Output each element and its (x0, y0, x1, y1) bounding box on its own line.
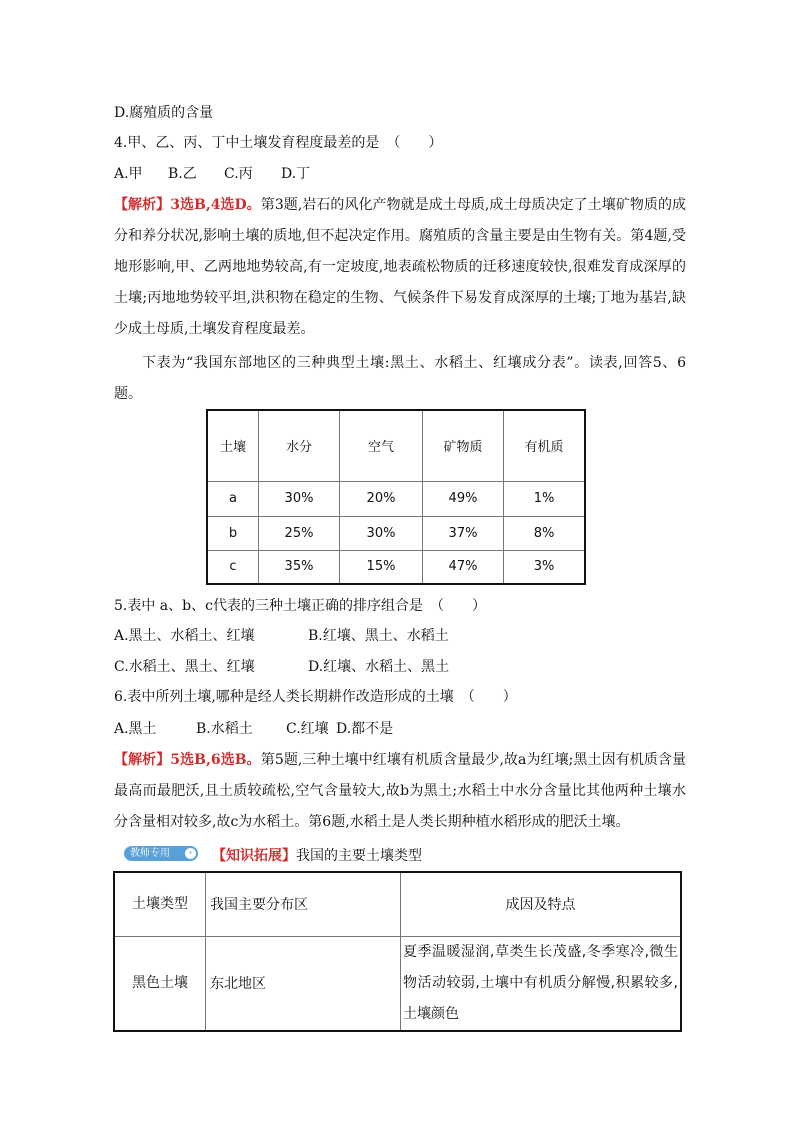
table-cell: c (207, 550, 259, 584)
header-soil: 土壤 (207, 410, 259, 481)
table-cell: 东北地区 (206, 936, 401, 1031)
table-cell: 37% (423, 516, 504, 550)
q4-option-c: C.丙 (224, 166, 253, 182)
q5-option-c: C.水稻土、黑土、红壤 (114, 659, 255, 675)
table-cell: 黑色土壤 (114, 936, 206, 1031)
analysis-2 (114, 745, 686, 838)
analysis-2-tag: 【解析】 (114, 752, 171, 768)
table-cell: a (207, 481, 259, 516)
table-row (207, 481, 585, 516)
q4-option-d: D.丁 (281, 166, 311, 182)
question-6-options (114, 720, 393, 738)
table-cell: b (207, 516, 259, 550)
header-air: 空气 (340, 410, 423, 481)
question-4: 4.甲、乙、丙、丁中土壤发育程度最差的是 （ ） (114, 135, 443, 151)
header-cause: 成因及特点 (401, 872, 682, 936)
header-organic: 有机质 (504, 410, 586, 481)
q6-option-b: B.水稻土 (196, 721, 253, 737)
q5-option-a: A.黑土、水稻土、红壤 (114, 628, 255, 644)
soil-types-table (113, 871, 682, 1032)
q6-option-d: D.都不是 (336, 721, 394, 737)
q4-option-b: B.乙 (168, 166, 197, 182)
table-cell: 20% (340, 481, 423, 516)
q5-option-b: B.红壤、黑土、水稻土 (308, 628, 449, 644)
table-cell: 夏季温暖湿润,草类生长茂盛,冬季寒冷,微生物活动较弱,土壤中有机质分解慢,积累较多,土壤颜色 (401, 936, 682, 1031)
analysis-2-body: 第5题,三种土壤中红壤有机质含量最少,故a为红壤;黑土因有机质含量最高而最肥沃,且土质较疏松,空气含量较大,故b为黑土;水稻土中水分含量比其他两种土壤水分含量相对较多,故c为水稻土。第6题,水稻土是人类长期种植水稻形成的肥沃土壤。 (114, 752, 686, 830)
table-header-row (114, 872, 681, 936)
header-water: 水分 (259, 410, 340, 481)
q5-option-d: D.红壤、水稻土、黑土 (308, 659, 450, 675)
table-cell: 35% (259, 550, 340, 584)
analysis-1-tag: 【解析】 (114, 197, 171, 213)
question-5-options-row-2 (114, 658, 449, 676)
table-cell: 15% (340, 550, 423, 584)
header-region: 我国主要分布区 (206, 872, 401, 936)
table-header-row (207, 410, 585, 481)
question-5-options-row-1 (114, 627, 449, 645)
table-cell: 30% (340, 516, 423, 550)
header-mineral: 矿物质 (423, 410, 504, 481)
knowledge-tag: 【知识拓展】 (212, 848, 296, 864)
q6-option-c: C.红壤 (286, 721, 329, 737)
teacher-only-badge (124, 846, 198, 861)
q6-option-a: A.黑土 (114, 721, 157, 737)
table-cell: 30% (259, 481, 340, 516)
question-6: 6.表中所列土壤,哪种是经人类长期耕作改造形成的土壤 （ ） (114, 689, 517, 705)
header-soil-type: 土壤类型 (114, 872, 206, 936)
table-cell: 8% (504, 516, 586, 550)
analysis-1-body: 第3题,岩石的风化产物就是成土母质,成土母质决定了土壤矿物质的成分和养分状况,影响土壤的质地,但不起决定作用。腐殖质的含量主要是由生物有关。第4题,受地形影响,甲、乙两地地势较高,有一定坡度,地表疏松物质的迁移速度较快,很难发育成深厚的土壤;丙地地势较平坦,洪积物在稳定的生物、气候条件下易发育成深厚的土壤;丁地为基岩,缺少成土母质,土壤发育程度最差。 (114, 197, 686, 337)
chevron-right-icon: › (185, 848, 196, 859)
table-row (114, 936, 681, 1031)
table-cell: 47% (423, 550, 504, 584)
soil-composition-table (206, 409, 586, 585)
knowledge-title: 我国的主要土壤类型 (296, 848, 422, 864)
table-row (207, 516, 585, 550)
table-row (207, 550, 585, 584)
table-cell: 25% (259, 516, 340, 550)
table-intro: 下表为“我国东部地区的三种典型土壤:黑土、水稻土、红壤成分表”。读表,回答5、6题。 (114, 355, 686, 402)
q4-option-a: A.甲 (114, 166, 143, 182)
table-cell: 49% (423, 481, 504, 516)
q3-option-d: D.腐殖质的含量 (114, 105, 214, 121)
teacher-only-label: 教师专用 (130, 848, 170, 859)
table-cell: 1% (504, 481, 586, 516)
question-4-options (114, 165, 310, 183)
analysis-1 (114, 190, 686, 345)
knowledge-heading (212, 847, 422, 865)
analysis-1-answer: 3选B,4选D。 (170, 197, 261, 213)
analysis-2-answer: 5选B,6选B。 (170, 752, 261, 768)
question-5: 5.表中 a、b、c代表的三种土壤正确的排序组合是 （ ） (114, 598, 486, 614)
table-cell: 3% (504, 550, 586, 584)
